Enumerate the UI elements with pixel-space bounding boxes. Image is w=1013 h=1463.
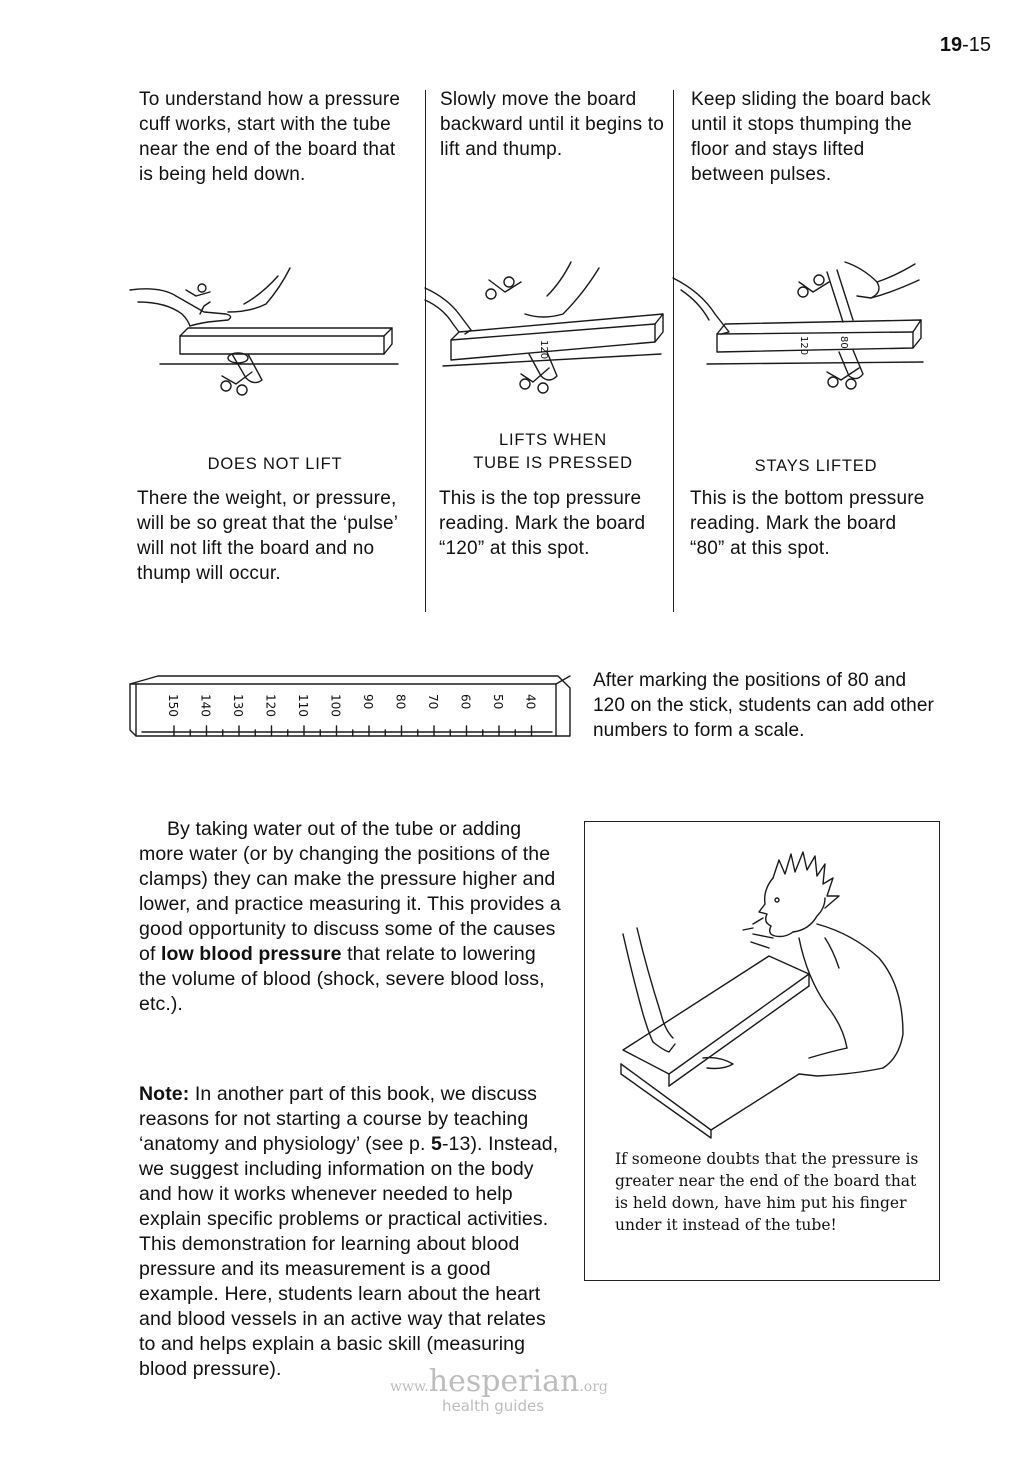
- watermark-prefix: www.: [390, 1379, 429, 1395]
- column1-description: There the weight, or pressure, will be so great that the ‘pulse’ will not lift the board and no thump will occur.: [137, 488, 398, 584]
- board-mark-80-panel3: 80: [838, 336, 849, 349]
- board-illustration-stays-lifted: [673, 252, 933, 412]
- note-page-ref-bold: 5: [431, 1133, 442, 1155]
- scale-label-130: 130: [231, 694, 245, 717]
- scale-label-80: 80: [393, 694, 408, 710]
- scale-label-110: 110: [296, 694, 310, 717]
- column1-caption: DOES NOT LIFT: [207, 455, 343, 473]
- scale-label-60: 60: [458, 694, 473, 710]
- scale-label-90: 90: [361, 694, 375, 710]
- figure-caption: If someone doubts that the pressure is greater near the end of the board that is held down, have him put his finger under it instead of the tube!: [615, 1150, 919, 1234]
- column2-intro: Slowly move the board backward until it begins to lift and thump.: [440, 89, 665, 160]
- column2-caption-line2: TUBE IS PRESSED: [473, 454, 633, 472]
- person-finger-under-board-illustration: [603, 838, 923, 1138]
- scale-label-100: 100: [328, 694, 343, 717]
- column3-caption: STAYS LIFTED: [754, 457, 878, 475]
- note-text-2: ). Instead, we suggest including information on the body and how it works whenever needed to help explain specific problems or practical activities. This demonstration for learning about blood pressure and its measurement is a good example. Here, students learn about the heart and blood vessels in an active way that relates to and helps explain a basic skill (measuring blood pressure).: [139, 1133, 559, 1380]
- watermark-subtitle: health guides: [442, 1397, 545, 1415]
- watermark-suffix: .org: [579, 1379, 608, 1395]
- scale-label-120: 120: [263, 694, 278, 717]
- column3-description: This is the bottom pressure reading. Mark the board “80” at this spot.: [690, 488, 925, 559]
- paragraph-text-after: that relate to lowering the volume of blood (shock, severe blood loss, etc.).: [139, 943, 545, 1015]
- board-mark-120-panel3: 120: [798, 336, 809, 356]
- column3-intro: Keep sliding the board back until it stops thumping the floor and stays lifted between pulses.: [691, 89, 931, 185]
- column2-caption-line1: LIFTS WHEN: [499, 431, 607, 449]
- note-page-ref-rest: -13: [441, 1133, 471, 1155]
- page-number: [940, 34, 991, 57]
- scale-label-50: 50: [491, 694, 505, 710]
- hesperian-watermark: [390, 1364, 630, 1399]
- note-paragraph: [139, 1082, 559, 1382]
- watermark-brand: hesperian: [428, 1364, 580, 1399]
- scale-caption: After marking the positions of 80 and 120 on the stick, students can add other numbers to form a scale.: [593, 670, 934, 741]
- scale-stick: [128, 674, 573, 744]
- scale-label-140: 140: [198, 694, 213, 717]
- paragraph-blood-pressure: [139, 817, 567, 1017]
- page-number-bold: 19: [939, 34, 963, 56]
- note-label: Note:: [139, 1083, 190, 1105]
- page-number-rest: -15: [962, 34, 991, 56]
- board-mark-120-panel2: 120: [538, 340, 549, 360]
- board-illustration-lifts-when-pressed: [425, 258, 673, 408]
- figure-box: [584, 821, 940, 1281]
- scale-label-150: 150: [166, 694, 180, 717]
- paragraph-bold-term: low blood pressure: [160, 943, 342, 965]
- note-text-1: In another part of this book, we discuss reasons for not starting a course by teaching ‘anatomy and physiology’ (see p.: [139, 1083, 538, 1155]
- scale-label-40: 40: [523, 694, 538, 710]
- paragraph-text-before: By taking water out of the tube or adding more water (or by changing the positions of the clamps) they can make the pressure higher and lower, and practice measuring it. This provides a good opportunity to discuss some of the causes of: [139, 818, 561, 965]
- column2-description: This is the top pressure reading. Mark the board “120” at this spot.: [439, 488, 646, 559]
- scale-label-70: 70: [426, 694, 440, 710]
- board-illustration-does-not-lift: [130, 268, 410, 408]
- column1-intro: To understand how a pressure cuff works, start with the tube near the end of the board that is being held down.: [139, 89, 401, 185]
